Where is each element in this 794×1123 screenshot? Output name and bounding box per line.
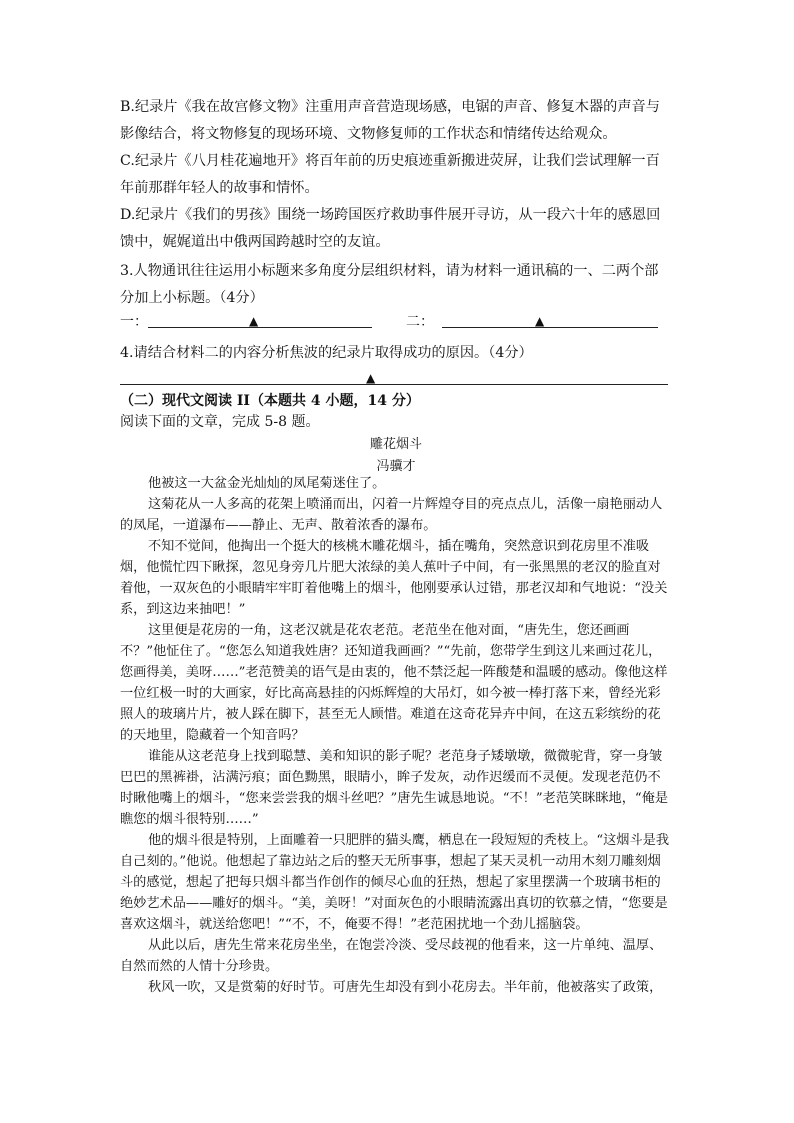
article-paragraph: 这菊花从一人多高的花架上喷涌而出，闪着一片辉煌夺目的亮点点儿，活像一扇艳丽动人的凤尾，一道瀑布——静止、无声、散着浓香的瀑布。 <box>120 497 663 533</box>
answer-marker-q4: ▲ <box>366 371 376 385</box>
question-3 <box>120 258 672 311</box>
article-title: 雕花烟斗 <box>369 437 422 452</box>
article-paragraph: 从此以后，唐先生常来花房坐坐，在饱尝冷淡、受尽歧视的他看来，这一片单纯、温厚、自然而然的人情十分珍贵。 <box>120 938 663 974</box>
option-d <box>120 202 672 255</box>
article-paragraph: 他的烟斗很是特别，上面雕着一只肥胖的猫头鹰，栖息在一段短短的秃枝上。“这烟斗是我自己刻的。”他说。他想起了靠边站之后的整天无所事事，想起了某天灵机一动用木刻刀雕刻烟斗的感觉，想起了把每只烟斗都当作创作的倾尽心血的狂热，想起了家里摆满一个玻璃书柜的绝妙艺术品——雕好的烟斗。“美，美呀！”对面灰色的小眼睛流露出真切的钦慕之情，“您要是喜欢这烟斗，就送给您吧！”“不，不，俺要不得！”老范困扰地一个劲儿摇脑袋。 <box>120 833 670 932</box>
question-3-text: 3.人物通讯往往运用小标题来多角度分层组织材料，请为材料一通讯稿的一、二两个部分加上小标题。（4分） <box>120 263 659 306</box>
answer-marker-one: ▲ <box>249 314 259 328</box>
article-paragraph: 秋风一吹，又是赏菊的好时节。可唐先生却没有到小花房去。半年前，他被落实了政策， <box>148 980 663 995</box>
answer-marker-two: ▲ <box>535 314 545 328</box>
option-c <box>120 148 672 201</box>
article-author: 冯骥才 <box>376 459 416 474</box>
section-heading: （二）现代文阅读 II（本题共 4 小题，14 分） <box>120 393 420 409</box>
option-d-text: D.纪录片《我们的男孩》围绕一场跨国医疗救助事件展开寻访，从一段六十年的感恩回馈中，娓娓道出中俄两国跨越时空的友谊。 <box>120 207 661 250</box>
article-paragraph: 谁能从这老范身上找到聪慧、美和知识的影子呢？老范身子矮墩墩，微微驼背，穿一身皱巴巴的黑裤褂，沾满污痕；面色黝黑，眼睛小，眸子发灰，动作迟缓而不灵便。发现老范仍不时瞅他嘴上的烟斗，“您来尝尝我的烟斗丝吧？”唐先生诚恳地说。“不！”老范笑眯眯地，“俺是瞧您的烟斗很特别……” <box>120 749 669 827</box>
article-paragraph: 这里便是花房的一角，这老汉就是花农老范。老范坐在他对面，“唐先生，您还画画不？”他怔住了。“您怎么知道我姓唐？还知道我画画？”“先前，您带学生到这儿来画过花儿，您画得美，美呀……”老范赞美的语气是由衷的，他不禁泛起一阵酸楚和温暖的感动。像他这样一位红极一时的大画家，好比高高悬挂的闪烁辉煌的大吊灯，如今被一棒打落下来，曾经光彩照人的玻璃片片，被人踩在脚下，甚至无人顾惜。难道在这奇花异卉中间，在这五彩缤纷的花的天地里，隐藏着一个知音吗？ <box>120 623 668 743</box>
article-paragraph: 不知不觉间，他掏出一个挺大的核桃木雕花烟斗，插在嘴角，突然意识到花房里不准吸烟，他慌忙四下瞅探，忽见身旁几片肥大浓绿的美人蕉叶子中间，有一张黑黑的老汉的脸直对着他，一双灰色的小眼睛牢牢盯着他嘴上的烟斗，他刚要承认过错，那老汉却和气地说：“没关系，到这边来抽吧！” <box>120 539 668 617</box>
section-instruction: 阅读下面的文章，完成 5-8 题。 <box>120 414 320 430</box>
answer-label-two: 二： <box>406 314 434 330</box>
option-b <box>120 94 672 147</box>
question-4-text: 4.请结合材料二的内容分析焦波的纪录片取得成功的原因。（4分） <box>120 345 533 361</box>
answer-field-q4[interactable] <box>120 384 668 385</box>
article-paragraph: 他被这一大盆金光灿灿的凤尾菊迷住了。 <box>148 476 386 491</box>
question-4 <box>120 340 672 367</box>
answer-label-one: 一： <box>120 314 148 330</box>
option-b-text: B.纪录片《我在故宫修文物》注重用声音营造现场感，电锯的声音、修复木器的声音与影像结合，将文物修复的现场环境、文物修复师的工作状态和情绪传达给观众。 <box>120 99 660 142</box>
answer-field-two[interactable] <box>442 327 658 328</box>
answer-field-one[interactable] <box>148 327 372 328</box>
article-body <box>120 473 672 998</box>
option-c-text: C.纪录片《八月桂花遍地开》将百年前的历史痕迹重新搬进荧屏，让我们尝试理解一百年前那群年轻人的故事和情怀。 <box>120 153 660 196</box>
